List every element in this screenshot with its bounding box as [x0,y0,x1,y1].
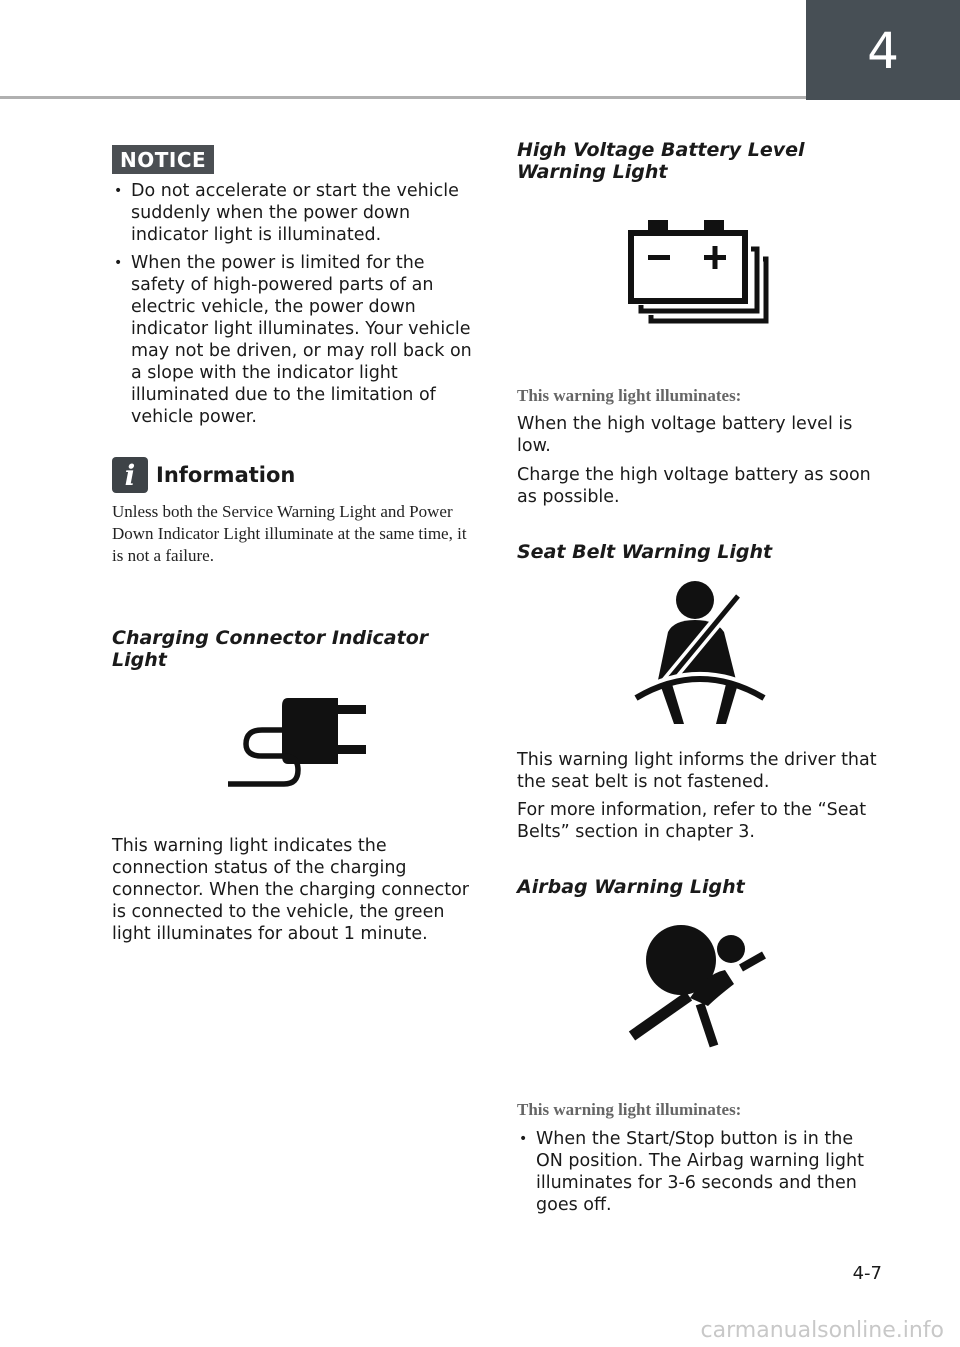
airbag-subtitle: This warning light illuminates: [517,1100,742,1119]
notice-list-container [112,180,474,434]
hv-battery-text-1: When the high voltage battery level is low. [517,414,853,456]
notice-list [112,180,474,428]
information-title: Information [156,463,296,487]
notice-badge: NOTICE [112,145,214,174]
information-header [112,457,295,493]
notice-item: • When the power is limited for the safety of high-powered parts of an electric vehicle, the power down indicator light illuminates. Your vehicle may not be driven, or may roll back on a slope with the indicator light illuminated due to the limitation of vehicle power. [112,252,474,428]
chapter-number: 4 [867,22,899,80]
information-text: Unless both the Service Warning Light and Power Down Indicator Light illuminate at the same time, it is not a failure. [112,502,467,565]
chapter-tab [806,0,960,100]
charging-connector-title: Charging Connector Indicator Light [112,627,429,671]
seatbelt-text-1: This warning light informs the driver that the seat belt is not fastened. [517,750,877,792]
airbag-icon [626,924,771,1056]
notice-item: • Do not accelerate or start the vehicle suddenly when the power down indicator light is illuminated. [112,180,474,246]
page-number: 4-7 [852,1263,882,1284]
charging-connector-text: This warning light indicates the connection status of the charging connector. When the charging connector is connected to the vehicle, the green light illuminates for about 1 minute. [112,836,469,944]
header-rule [0,96,806,99]
information-icon: i [112,457,148,493]
charging-plug-icon [226,690,371,794]
airbag-list [517,1128,882,1216]
hv-battery-title: High Voltage Battery Level Warning Light [517,139,805,183]
airbag-list-container [517,1128,882,1222]
airbag-title: Airbag Warning Light [517,876,745,898]
watermark: carmanualsonline.info [700,1318,944,1343]
battery-icon [626,218,771,332]
hv-battery-text-2: Charge the high voltage battery as soon as possible. [517,465,871,507]
seatbelt-title: Seat Belt Warning Light [517,541,773,563]
hv-battery-subtitle: This warning light illuminates: [517,386,742,405]
airbag-item: • When the Start/Stop button is in the ON position. The Airbag warning light illuminates for 3-6 seconds and then goes off. [517,1128,882,1216]
seatbelt-icon [630,580,770,732]
seatbelt-text-2: For more information, refer to the “Seat Belts” section in chapter 3. [517,800,867,842]
